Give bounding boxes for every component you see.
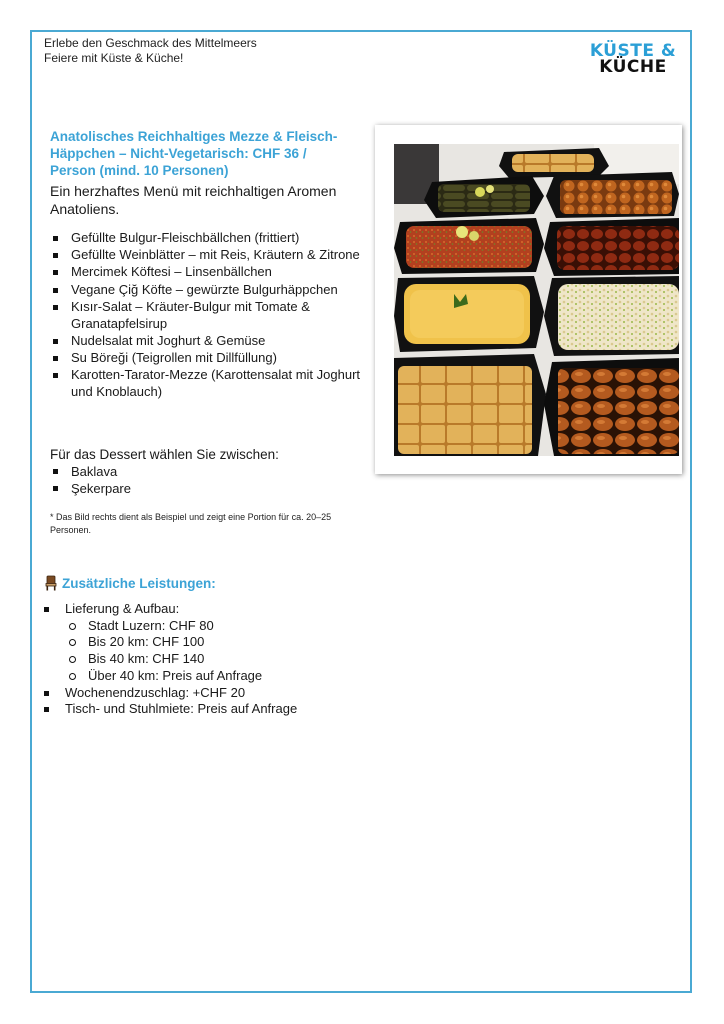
list-item: Bis 20 km: CHF 100 [65, 634, 364, 651]
offer-intro: Ein herzhaftes Menü mit reichhaltigen Aromen Anatoliens. [50, 183, 337, 217]
list-item: Bis 40 km: CHF 140 [65, 651, 364, 668]
delivery-options [65, 618, 364, 685]
list-item: Su Böreği (Teigrollen mit Dillfüllung) [50, 350, 360, 367]
services-list [44, 601, 364, 718]
list-item: Wochenendzuschlag: +CHF 20 [44, 685, 364, 702]
chair-icon [44, 575, 58, 591]
list-item: Şekerpare [50, 480, 131, 497]
list-item: Tisch- und Stuhlmiete: Preis auf Anfrage [44, 701, 364, 718]
brand-logo: KÜSTE & KÜCHE [589, 41, 677, 77]
list-item: Gefüllte Weinblätter – mit Reis, Kräutern & Zitrone [50, 247, 360, 264]
menu-item-list [50, 230, 360, 401]
list-item: Nudelsalat mit Joghurt & Gemüse [50, 333, 360, 350]
offer-title: Anatolisches Reichhaltiges Mezze & Fleisch-Häppchen – Nicht-Vegetarisch: CHF 36 / Person (mind. 10 Personen) [50, 129, 338, 178]
list-item: Mercimek Köftesi – Linsenbällchen [50, 264, 360, 281]
image-footnote: * Das Bild rechts dient als Beispiel und zeigt eine Portion für ca. 20–25 Personen. [50, 512, 332, 535]
list-item [44, 601, 364, 685]
list-item: Stadt Luzern: CHF 80 [65, 618, 364, 635]
list-item: Über 40 km: Preis auf Anfrage [65, 668, 364, 685]
services-heading [44, 575, 216, 591]
list-item: Kısır-Salat – Kräuter-Bulgur mit Tomate & Granatapfelsirup [50, 299, 360, 332]
header-tagline [44, 36, 257, 66]
dessert-list [50, 463, 131, 497]
services-title: Zusätzliche Leistungen: [62, 575, 216, 591]
list-item: Gefüllte Bulgur-Fleischbällchen (frittiert) [50, 230, 360, 247]
delivery-label: Lieferung & Aufbau: [65, 601, 180, 616]
food-platters-image [394, 144, 679, 456]
list-item: Karotten-Tarator-Mezze (Karottensalat mit Joghurt und Knoblauch) [50, 367, 360, 400]
list-item: Vegane Çiğ Köfte – gewürzte Bulgurhäppchen [50, 282, 360, 299]
tagline-line-2: Feiere mit Küste & Küche! [44, 51, 184, 65]
tagline-line-1: Erlebe den Geschmack des Mittelmeers [44, 36, 257, 50]
dessert-intro: Für das Dessert wählen Sie zwischen: [50, 447, 279, 462]
catering-photo [375, 125, 682, 474]
list-item: Baklava [50, 463, 131, 480]
